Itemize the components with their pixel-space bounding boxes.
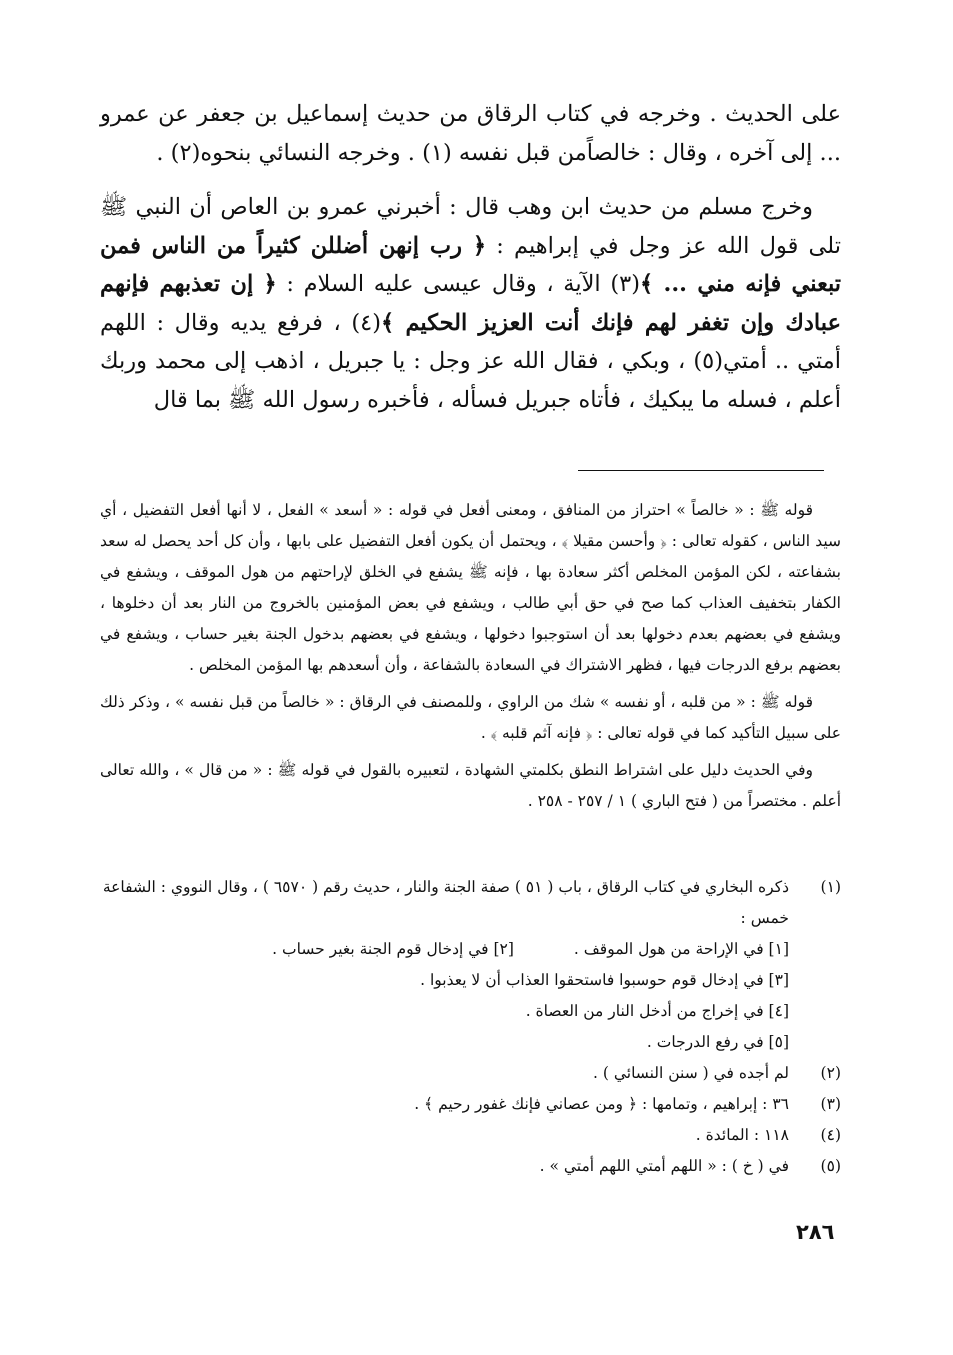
paragraph-2-middle: (٣) الآية ، وقال عيسى عليه السلام :: [276, 271, 640, 297]
shafaa-item-2: [٢] في إدخال قوم الجنة بغير حساب .: [272, 940, 514, 958]
footnote-1: [100, 872, 841, 934]
footnote-text: ١١٨ : المائدة .: [695, 1126, 789, 1144]
footnote-3: [100, 1089, 841, 1120]
shafaa-list: [100, 934, 841, 1058]
shafaa-item-3: [٣] في إدخال قوم حوسبوا فاستحقوا العذاب أن لا يعذبوا .: [420, 971, 789, 989]
footnotes: [100, 872, 841, 1182]
paragraph-1: على الحديث . وخرجه في كتاب الرقاق من حديث إسماعيل بن جعفر عن عمرو ... إلى آخره ، وقال : خالصاًمن قبل نفسه (١) . وخرجه النسائي بنحوه(٢) .: [100, 101, 841, 166]
footnote-text: ذكره البخاري في كتاب الرقاق ، باب ( ٥١ ) صفة الجنة والنار ، حديث رقم ( ٦٥٧٠ ) ، وقال النووي : الشفاعة خمس :: [102, 878, 789, 927]
note-min-qalbih: قوله ﷺ : « من قلبه ، أو نفسه » شك من الراوي ، وللمصنف في الرقاق : « خالصاً من قبل نفسه » ، وذكر ذلك على سبيل التأكيد كما في قوله تعالى : ﴿ فإنه آثم قلبه ﴾ .: [100, 693, 841, 742]
footnote-separator: [578, 470, 824, 471]
footnote-number: (٤): [820, 1126, 841, 1144]
footnote-text: لم أجده في ( سنن النسائي ) .: [593, 1064, 789, 1082]
quran-quote-maidah: ﴿ إن تعذبهم فإنهم عبادك وإن تغفر لهم فإنك أنت العزيز الحكيم ﴾: [100, 271, 841, 336]
footnote-number: (٥): [820, 1157, 841, 1175]
page-number: ٢٨٦: [796, 1220, 835, 1244]
shafaa-row-1-2: [100, 934, 789, 965]
main-text: [100, 95, 841, 419]
commentary-notes: [100, 495, 841, 823]
shafaa-item-4: [٤] في إخراج من أدخل النار من العصاة .: [525, 1002, 789, 1020]
paragraph-2-end: (٤) ، فرفع يديه وقال : اللهم أمتي .. أمتي(٥) ، وبكي ، فقال الله عز وجل : يا جبريل ، اذهب إلى محمد وربك أعلم ، فسله ما يبكيك ، فأتاه جبريل فسأله ، فأخبره رسول الله ﷺ بما قال: [100, 309, 841, 413]
footnote-text: في ( خ ) : « اللهم أمتي اللهم أمتي » .: [539, 1157, 789, 1175]
shafaa-item-1: [١] في الإراحة من هول الموقف .: [573, 940, 789, 958]
paragraph-2-intro: وخرج مسلم من حديث ابن وهب قال : أخبرني عمرو بن العاص أن النبي ﷺ تلى قول الله عز وجل في إبراهيم :: [100, 194, 841, 259]
footnote-text: ٣٦ : إبراهيم ، وتمامها : ﴿ ومن عصاني فإنك غفور رحيم ﴾ .: [414, 1095, 789, 1113]
footnote-number: (٣): [820, 1095, 841, 1113]
footnote-number: (٢): [820, 1064, 841, 1082]
footnote-number: (١): [820, 878, 841, 896]
paragraph-2: [100, 188, 841, 419]
note-shahada: وفي الحديث دليل على اشتراط النطق بكلمتي الشهادة ، لتعبيره بالقول في قوله ﷺ : « من قال » ، والله تعالى أعلم . مختصراً من ( فتح الباري ) ١ / ٢٥٧ - ٢٥٨ .: [100, 761, 841, 810]
footnote-5: [100, 1151, 841, 1182]
note-khalisan: قوله ﷺ : « خالصاً » احتراز من المنافق ، ومعنى أفعل في قوله : « أسعد » الفعل ، لا أنها أفعل التفضيل ، أي سيد الناس ، كقوله تعالى : ﴿ وأحسن مقيلا ﴾ ، ويحتمل أن يكون أفعل التفضيل على بابها ، وأن كل أحد يحصل له سعد بشفاعته ، لكن المؤمن المخلص أكثر سعادة بها ، فإنه ﷺ يشفع في الخلق لإراحتهم من هول الموقف ، ويشفع في الكفار بتخفيف العذاب كما صح في حق أبي طالب ، ويشفع في بعض المؤمنين بالخروج من النار بعد أن دخلوها ، ويشفع في بعضهم بعدم دخولها بعد أن استوجبوا دخولها ، ويشفع في بعضهم بدخول الجنة بغير حساب ، ويشفع في بعضهم برفع الدرجات فيها ، فظهر الاشتراك في السعادة بالشفاعة ، وأن أسعدهم بها المؤمن المخلص .: [100, 501, 841, 674]
footnote-4: [100, 1120, 841, 1151]
quran-quote-ibrahim: ﴿ رب إنهن أضللن كثيراً من الناس فمن تبعني فإنه مني ... ﴾: [100, 232, 841, 297]
shafaa-item-5: [٥] في رفع الدرجات .: [646, 1033, 789, 1051]
footnote-2: [100, 1058, 841, 1089]
